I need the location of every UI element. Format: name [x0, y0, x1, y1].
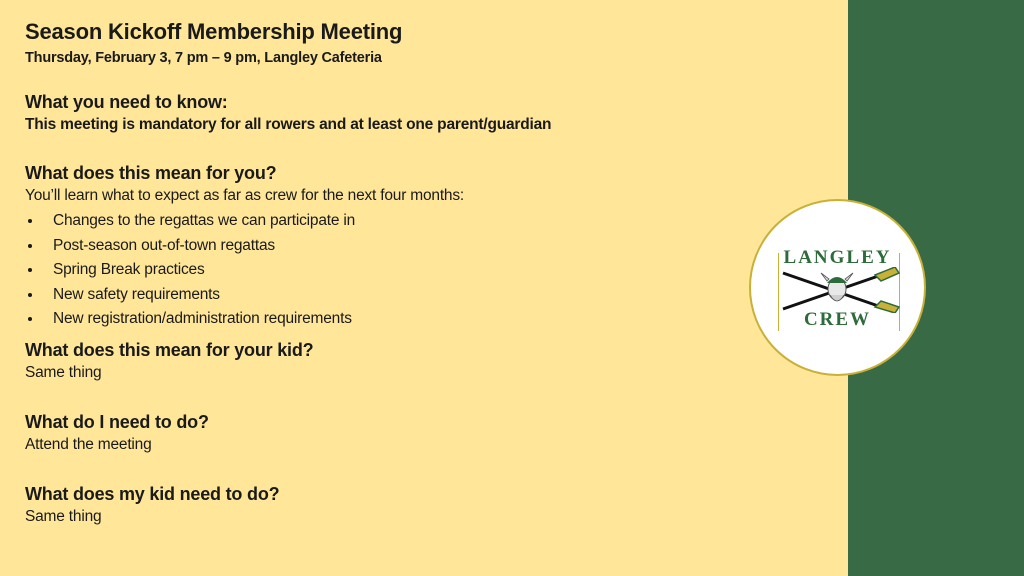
you-heading: What does this mean for you? [25, 163, 277, 183]
know-heading: What you need to know: [25, 92, 228, 112]
bullet-icon [28, 268, 32, 272]
crossed-oars-viking-icon [777, 267, 901, 313]
bullet-icon [28, 244, 32, 248]
do-heading: What do I need to do? [25, 411, 209, 432]
meeting-details: Thursday, February 3, 7 pm – 9 pm, Langley Cafeteria [25, 50, 382, 66]
kid-do-heading: What does my kid need to do? [25, 483, 280, 504]
bullet-icon [28, 293, 32, 297]
do-text: Attend the meeting [25, 435, 152, 453]
slide-content [25, 18, 825, 528]
kid-text: Same thing [25, 363, 102, 381]
list-item: New safety requirements [25, 283, 825, 308]
you-bullet-list [25, 209, 825, 332]
logo-bottom-text: CREW [803, 309, 872, 330]
you-intro: You’ll learn what to expect as far as crew for the next four months: [25, 187, 465, 204]
logo-top-text: LANGLEY [783, 247, 892, 268]
page-title: Season Kickoff Membership Meeting [25, 19, 403, 44]
kid-heading: What does this mean for your kid? [25, 339, 314, 360]
know-text: This meeting is mandatory for all rowers and at least one parent/guardian [25, 116, 552, 133]
bullet-icon [28, 219, 32, 223]
list-item: Spring Break practices [25, 258, 825, 283]
list-item: Post-season out-of-town regattas [25, 234, 825, 259]
bullet-icon [28, 317, 32, 321]
kid-do-text: Same thing [25, 507, 102, 525]
list-item: Changes to the regattas we can participate in [25, 209, 825, 234]
langley-crew-logo [749, 199, 926, 376]
list-item: New registration/administration requirements [25, 307, 825, 332]
